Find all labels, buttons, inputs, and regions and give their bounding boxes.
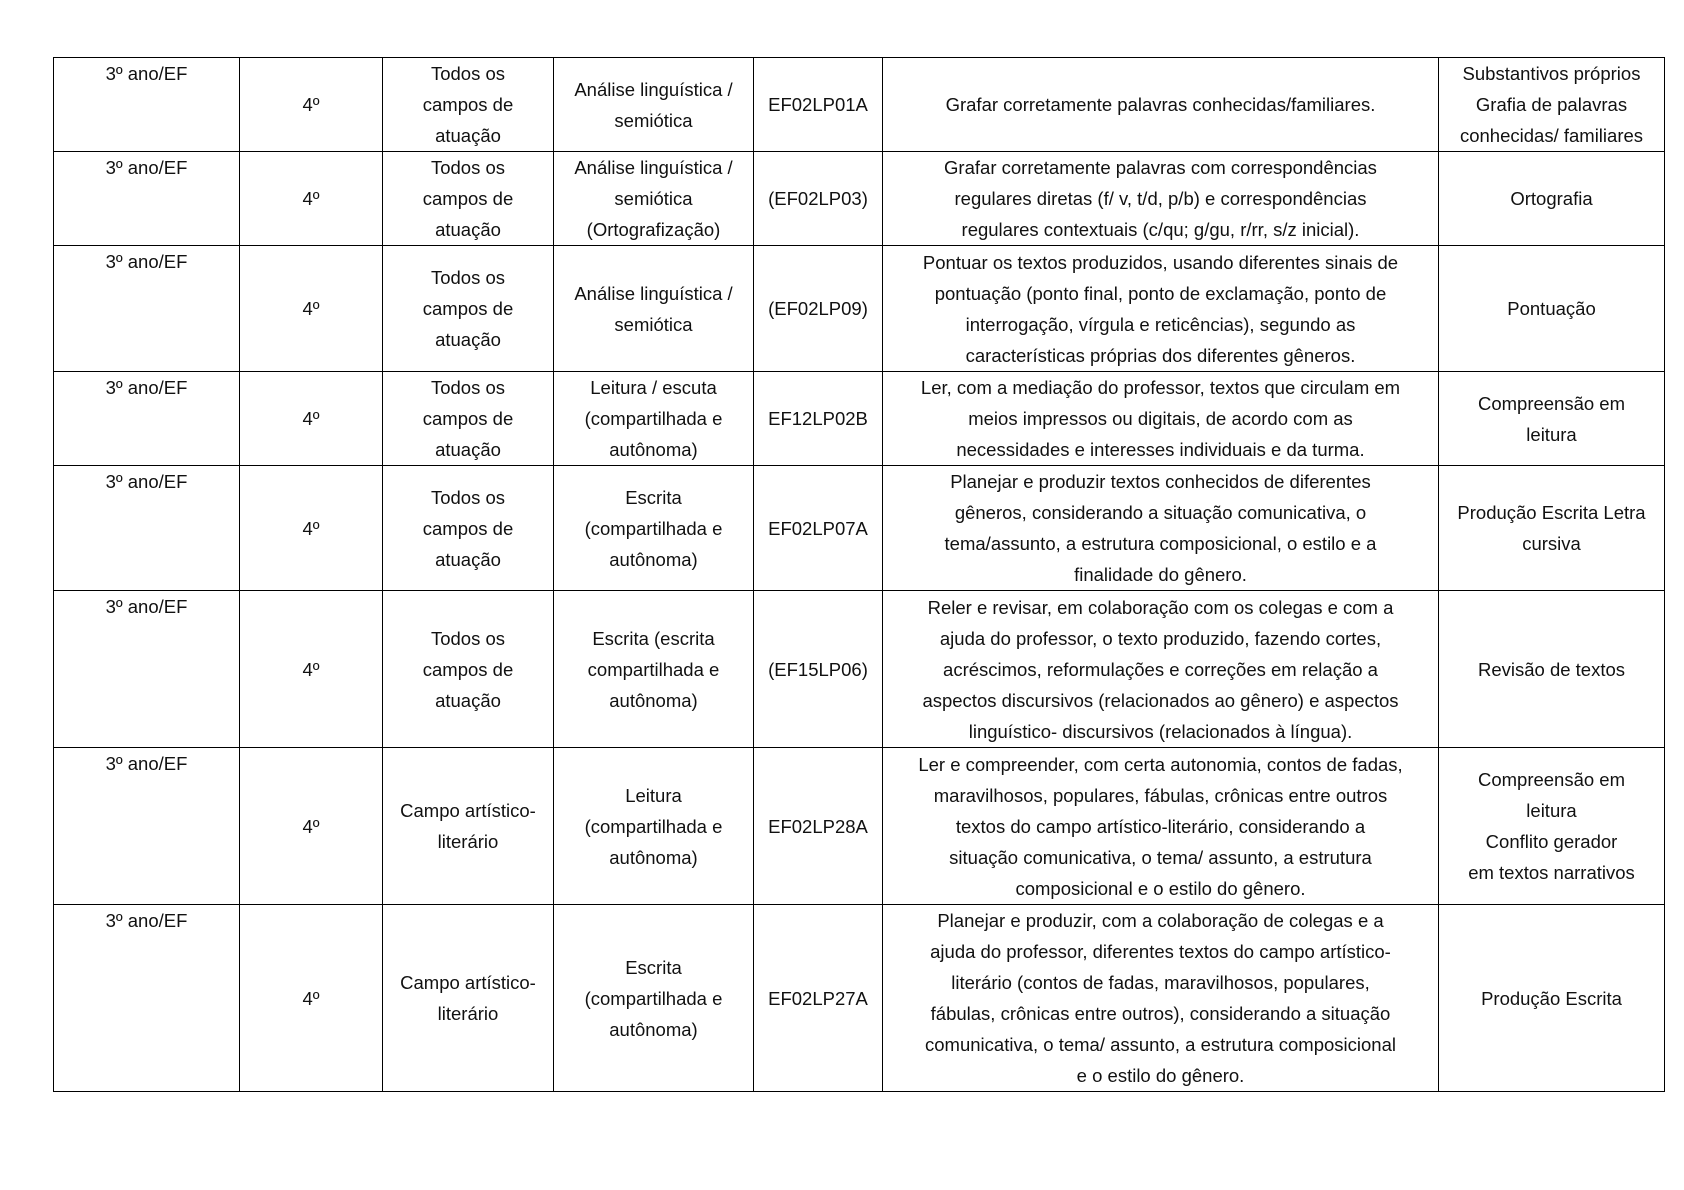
practice-cell-line: Análise linguística / (574, 157, 733, 178)
skill-cell (883, 58, 1439, 152)
practice-cell (554, 152, 754, 246)
skill-cell-line: interrogação, vírgula e reticências), segundo as (965, 313, 1356, 335)
practice-cell-line: (Ortografização) (586, 219, 721, 240)
skill-cell-line: regulares diretas (f/ v, t/d, p/b) e correspondências (954, 188, 1367, 209)
field-cell-line: literário (437, 831, 499, 852)
table-row (54, 591, 1665, 748)
skill-cell (883, 466, 1439, 591)
curriculum-table-body (54, 58, 1665, 1092)
field-cell-line: literário (437, 1003, 499, 1024)
skill-cell-line: regulares contextuais (c/qu; g/gu, r/rr, s/z inicial). (961, 219, 1360, 240)
field-cell-line: campos de (422, 408, 514, 429)
field-cell (383, 152, 554, 246)
skill-cell-line: Reler e revisar, em colaboração com os colegas e com a (927, 596, 1394, 618)
skill-cell-line: situação comunicativa, o tema/ assunto, a estrutura (949, 846, 1372, 868)
practice-cell-line: Escrita (625, 486, 682, 508)
knowledge-object-cell-line: leitura (1526, 800, 1577, 821)
field-cell-line: Todos os (430, 627, 506, 649)
year-cell-text: 3º ano/EF (105, 471, 188, 492)
skill-code-cell (754, 58, 883, 152)
table-row (54, 152, 1665, 246)
practice-cell (554, 58, 754, 152)
skill-code-cell (754, 466, 883, 591)
practice-cell-line: Leitura / escuta (590, 377, 717, 398)
skill-code-cell (754, 905, 883, 1092)
field-cell-line: campos de (422, 298, 514, 319)
knowledge-object-cell (1439, 748, 1665, 905)
field-cell-line: Campo artístico- (400, 800, 536, 821)
field-cell-line: Todos os (430, 157, 506, 178)
bimester-cell (240, 466, 383, 591)
field-cell-line: atuação (435, 689, 501, 711)
field-cell (383, 905, 554, 1092)
field-cell-line: campos de (422, 94, 514, 115)
year-cell (54, 466, 240, 591)
table-row (54, 372, 1665, 466)
bimester-cell (240, 152, 383, 246)
bimester-cell (240, 58, 383, 152)
skill-cell-line: literário (contos de fadas, maravilhosos, populares, (951, 972, 1370, 993)
skill-code-cell (754, 748, 883, 905)
skill-cell-line: Planejar e produzir, com a colaboração de colegas e a (937, 910, 1384, 931)
skill-cell (883, 152, 1439, 246)
skill-code-cell-text: EF02LP01A (768, 94, 868, 115)
skill-cell-line: necessidades e interesses individuais e da turma. (956, 439, 1365, 460)
year-cell (54, 372, 240, 466)
skill-cell-line: composicional e o estilo do gênero. (1015, 877, 1306, 899)
skill-cell (883, 905, 1439, 1092)
practice-cell-line: (compartilhada e (584, 987, 723, 1009)
knowledge-object-cell-line: leitura (1526, 423, 1577, 445)
bimester-cell (240, 372, 383, 466)
practice-cell-line: semiótica (614, 188, 693, 209)
knowledge-object-cell (1439, 246, 1665, 372)
knowledge-object-cell (1439, 591, 1665, 748)
bimester-cell-text: 4º (302, 517, 320, 539)
knowledge-object-cell-line: Produção Escrita (1481, 987, 1622, 1009)
table-row (54, 748, 1665, 905)
year-cell-text: 3º ano/EF (105, 596, 188, 617)
field-cell-line: atuação (435, 219, 501, 240)
knowledge-object-cell-line: Compreensão em (1477, 392, 1626, 414)
skill-cell-line: Pontuar os textos produzidos, usando diferentes sinais de (922, 251, 1399, 273)
skill-cell-line: Grafar corretamente palavras conhecidas/familiares. (945, 94, 1376, 115)
skill-cell-line: fábulas, crônicas entre outros), considerando a situação (930, 1003, 1391, 1024)
skill-cell-line: finalidade do gênero. (1074, 564, 1247, 585)
practice-cell-line: autônoma) (609, 846, 698, 868)
knowledge-object-cell-line: em textos narrativos (1468, 862, 1635, 883)
practice-cell (554, 905, 754, 1092)
field-cell-line: Todos os (430, 486, 506, 508)
skill-code-cell (754, 246, 883, 372)
skill-code-cell-text: EF02LP28A (768, 815, 868, 837)
field-cell-line: Todos os (430, 267, 506, 288)
table-row (54, 905, 1665, 1092)
knowledge-object-cell-line: conhecidas/ familiares (1459, 125, 1644, 146)
skill-code-cell-text: (EF15LP06) (768, 658, 868, 680)
year-cell-text: 3º ano/EF (105, 753, 188, 774)
skill-code-cell (754, 152, 883, 246)
bimester-cell-text: 4º (302, 815, 320, 837)
field-cell-line: campos de (422, 188, 514, 209)
skill-code-cell-text: (EF02LP09) (768, 298, 868, 319)
field-cell (383, 372, 554, 466)
skill-cell-line: Ler e compreender, com certa autonomia, contos de fadas, (918, 753, 1403, 775)
skill-cell-line: Grafar corretamente palavras com correspondências (944, 157, 1377, 178)
skill-cell (883, 748, 1439, 905)
year-cell-text: 3º ano/EF (105, 377, 188, 398)
bimester-cell-text: 4º (302, 408, 320, 429)
year-cell-text: 3º ano/EF (105, 63, 188, 84)
year-cell (54, 905, 240, 1092)
year-cell-text: 3º ano/EF (105, 157, 188, 178)
practice-cell (554, 466, 754, 591)
skill-cell (883, 591, 1439, 748)
skill-cell-line: meios impressos ou digitais, de acordo com as (968, 408, 1353, 429)
practice-cell-line: Análise linguística / (574, 78, 733, 100)
practice-cell-line: Leitura (625, 784, 682, 806)
practice-cell-line: autônoma) (609, 439, 698, 460)
skill-cell-line: características próprias dos diferentes gêneros. (965, 344, 1356, 366)
skill-cell (883, 372, 1439, 466)
year-cell-text: 3º ano/EF (105, 910, 188, 931)
curriculum-table (53, 57, 1665, 1092)
skill-cell-line: pontuação (ponto final, ponto de exclamação, ponto de (934, 282, 1387, 304)
skill-cell-line: gêneros, considerando a situação comunicativa, o (954, 502, 1367, 523)
practice-cell-line: Escrita (escrita (592, 627, 715, 649)
knowledge-object-cell-line: Conflito gerador (1485, 831, 1618, 852)
bimester-cell (240, 905, 383, 1092)
skill-code-cell (754, 372, 883, 466)
skill-cell-line: maravilhosos, populares, fábulas, crônicas entre outros (933, 784, 1388, 806)
bimester-cell (240, 748, 383, 905)
field-cell-line: atuação (435, 439, 501, 460)
skill-cell-line: aspectos discursivos (relacionados ao gênero) e aspectos (922, 689, 1399, 711)
skill-cell-line: Ler, com a mediação do professor, textos que circulam em (920, 377, 1401, 398)
practice-cell-line: (compartilhada e (584, 517, 723, 539)
field-cell (383, 748, 554, 905)
table-row (54, 58, 1665, 152)
field-cell-line: Campo artístico- (400, 972, 536, 993)
field-cell (383, 591, 554, 748)
bimester-cell-text: 4º (302, 94, 320, 115)
field-cell-line: Todos os (430, 377, 506, 398)
skill-cell-line: acréscimos, reformulações e correções em relação a (943, 658, 1378, 680)
field-cell-line: campos de (422, 658, 514, 680)
knowledge-object-cell (1439, 905, 1665, 1092)
practice-cell-line: compartilhada e (587, 658, 720, 680)
practice-cell-line: Escrita (625, 956, 682, 978)
skill-code-cell (754, 591, 883, 748)
practice-cell (554, 246, 754, 372)
field-cell (383, 58, 554, 152)
bimester-cell-text: 4º (302, 987, 320, 1009)
field-cell-line: Todos os (430, 63, 506, 84)
skill-code-cell-text: (EF02LP03) (768, 188, 868, 209)
bimester-cell-text: 4º (302, 298, 320, 319)
practice-cell-line: (compartilhada e (584, 815, 723, 837)
year-cell (54, 591, 240, 748)
practice-cell-line: autônoma) (609, 689, 698, 711)
knowledge-object-cell-line: cursiva (1522, 533, 1581, 554)
field-cell (383, 246, 554, 372)
field-cell-line: atuação (435, 548, 501, 570)
skill-cell-line: linguístico- discursivos (relacionados à língua). (968, 720, 1353, 742)
skill-code-cell-text: EF02LP27A (768, 987, 868, 1009)
skill-cell-line: textos do campo artístico-literário, considerando a (955, 815, 1366, 837)
knowledge-object-cell-line: Produção Escrita Letra (1457, 502, 1646, 523)
practice-cell-line: semiótica (614, 109, 693, 131)
table-row (54, 246, 1665, 372)
year-cell (54, 58, 240, 152)
skill-cell-line: Planejar e produzir textos conhecidos de diferentes (950, 471, 1371, 492)
knowledge-object-cell (1439, 152, 1665, 246)
skill-code-cell-text: EF12LP02B (768, 408, 868, 429)
knowledge-object-cell-line: Pontuação (1507, 298, 1596, 319)
knowledge-object-cell-line: Grafia de palavras (1475, 94, 1628, 115)
table-row (54, 466, 1665, 591)
year-cell-text: 3º ano/EF (105, 251, 188, 272)
practice-cell-line: autônoma) (609, 1018, 698, 1040)
field-cell-line: campos de (422, 517, 514, 539)
knowledge-object-cell-line: Revisão de textos (1477, 658, 1626, 680)
skill-code-cell-text: EF02LP07A (768, 517, 868, 539)
year-cell (54, 152, 240, 246)
practice-cell-line: Análise linguística / (574, 282, 733, 304)
knowledge-object-cell-line: Substantivos próprios (1462, 63, 1641, 84)
skill-cell-line: tema/assunto, a estrutura composicional, o estilo e a (944, 533, 1377, 554)
bimester-cell-text: 4º (302, 188, 320, 209)
practice-cell (554, 591, 754, 748)
year-cell (54, 748, 240, 905)
skill-cell (883, 246, 1439, 372)
practice-cell-line: (compartilhada e (584, 408, 723, 429)
skill-cell-line: ajuda do professor, diferentes textos do campo artístico- (930, 941, 1391, 962)
field-cell-line: atuação (435, 329, 501, 350)
knowledge-object-cell (1439, 58, 1665, 152)
practice-cell-line: autônoma) (609, 548, 698, 570)
practice-cell (554, 372, 754, 466)
knowledge-object-cell (1439, 466, 1665, 591)
skill-cell-line: comunicativa, o tema/ assunto, a estrutura composicional (925, 1034, 1396, 1055)
field-cell (383, 466, 554, 591)
practice-cell-line: semiótica (614, 313, 693, 335)
knowledge-object-cell-line: Compreensão em (1477, 769, 1626, 790)
practice-cell (554, 748, 754, 905)
knowledge-object-cell-line: Ortografia (1510, 188, 1593, 209)
skill-cell-line: ajuda do professor, o texto produzido, fazendo cortes, (939, 627, 1382, 649)
knowledge-object-cell (1439, 372, 1665, 466)
skill-cell-line: e o estilo do gênero. (1076, 1065, 1245, 1086)
bimester-cell (240, 591, 383, 748)
year-cell (54, 246, 240, 372)
bimester-cell-text: 4º (302, 658, 320, 680)
field-cell-line: atuação (435, 125, 501, 146)
bimester-cell (240, 246, 383, 372)
